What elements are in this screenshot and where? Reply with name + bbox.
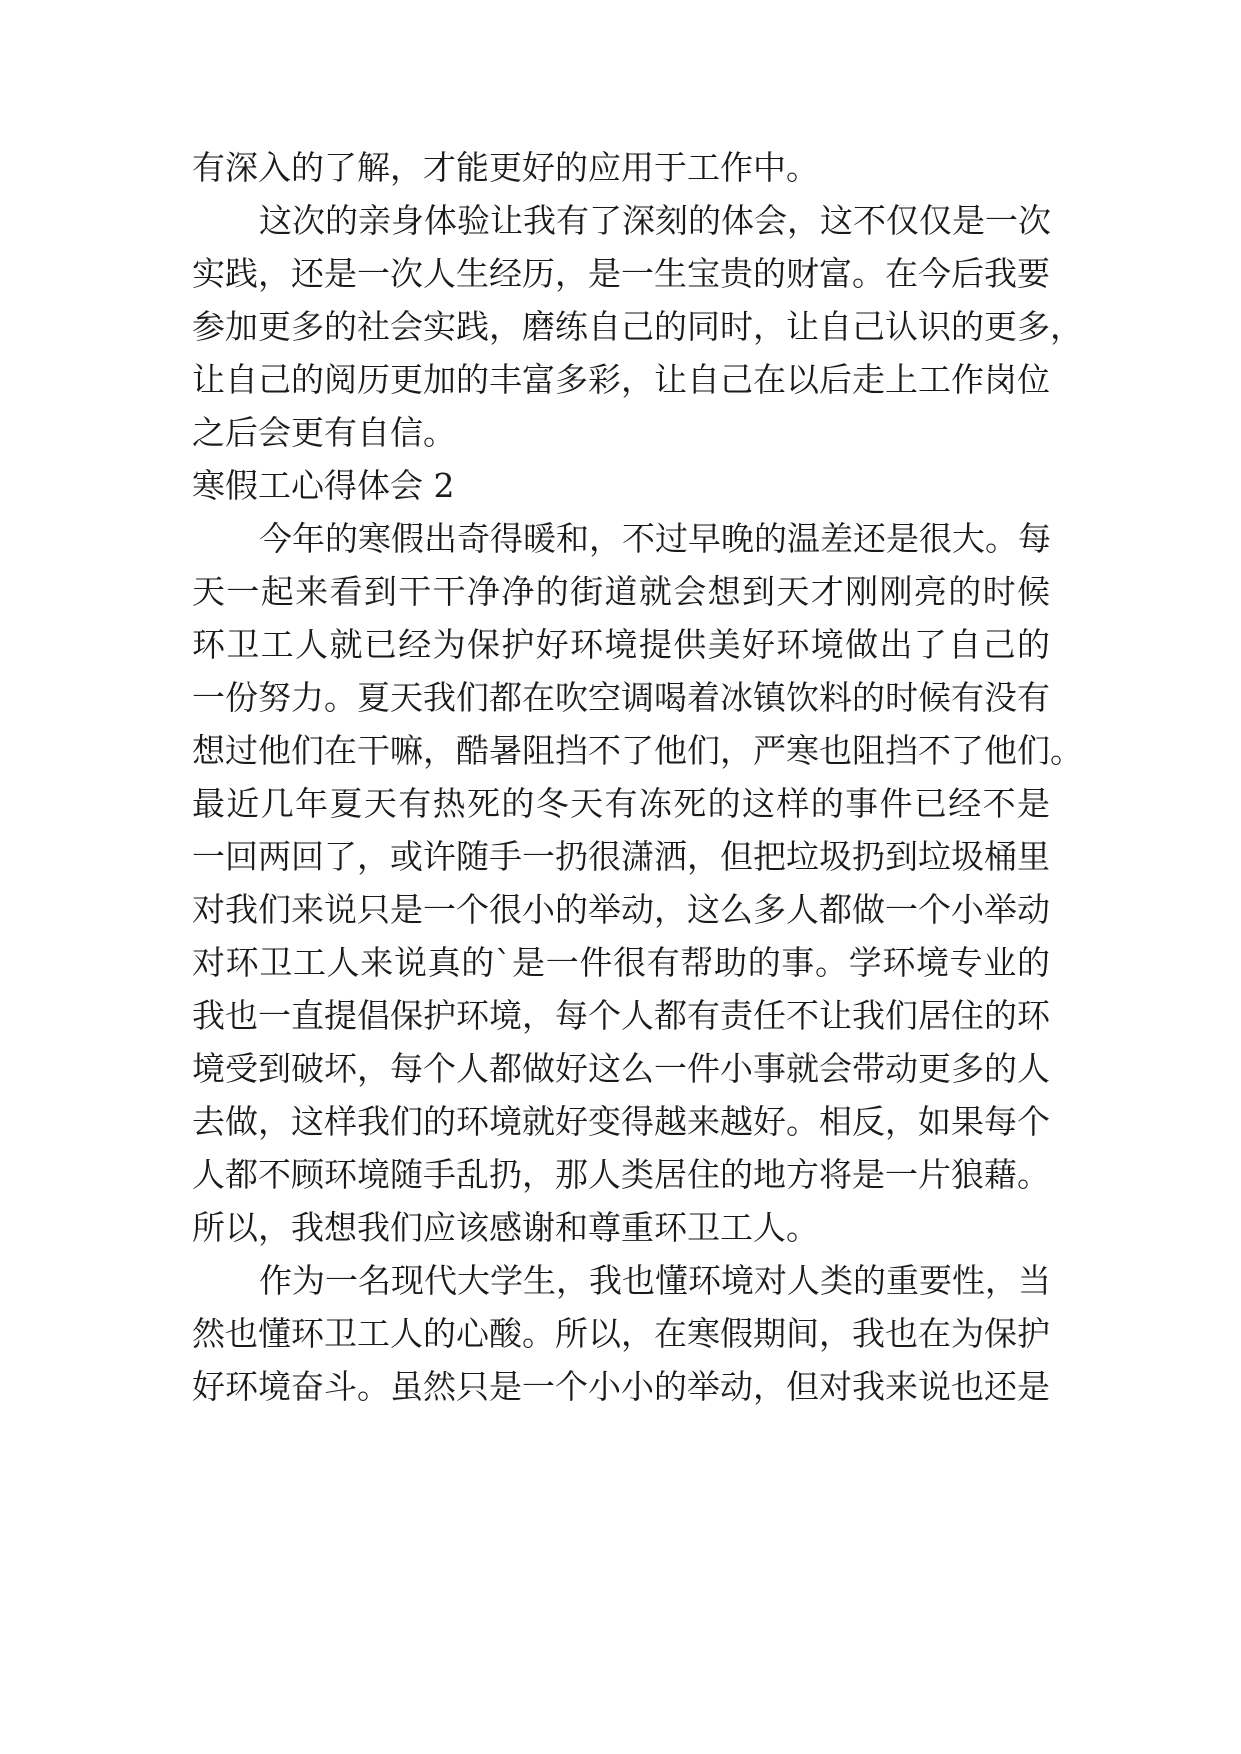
paragraph-line: 参加更多的社会实践，磨练自己的同时，让自己认识的更多， <box>192 307 1083 346</box>
paragraph-line: 人都不顾环境随手乱扔，那人类居住的地方将是一片狼藉。 <box>192 1155 1050 1194</box>
paragraph-line: 然也懂环卫工人的心酸。所以，在寒假期间，我也在为保护 <box>192 1314 1050 1353</box>
paragraph-line: 想过他们在干嘛，酷暑阻挡不了他们，严寒也阻挡不了他们。 <box>192 731 1083 770</box>
paragraph-first-line: 作为一名现代大学生，我也懂环境对人类的重要性，当 <box>259 1261 1051 1300</box>
paragraph-first-line: 这次的亲身体验让我有了深刻的体会，这不仅仅是一次 <box>259 201 1051 240</box>
paragraph-line: 境受到破坏，每个人都做好这么一件小事就会带动更多的人 <box>192 1049 1050 1088</box>
paragraph-line: 一份努力。夏天我们都在吹空调喝着冰镇饮料的时候有没有 <box>192 678 1050 717</box>
paragraph-first-line: 今年的寒假出奇得暖和，不过早晚的温差还是很大。每 <box>259 519 1051 558</box>
paragraph-line: 对环卫工人来说真的`是一件很有帮助的事。学环境专业的 <box>192 943 1050 982</box>
paragraph-line: 对我们来说只是一个很小的举动，这么多人都做一个小举动 <box>192 890 1050 929</box>
paragraph-line: 一回两回了，或许随手一扔很潇洒，但把垃圾扔到垃圾桶里 <box>192 837 1050 876</box>
paragraph-line: 所以，我想我们应该感谢和尊重环卫工人。 <box>192 1208 819 1247</box>
paragraph-line: 去做，这样我们的环境就好变得越来越好。相反，如果每个 <box>192 1102 1050 1141</box>
paragraph-line: 我也一直提倡保护环境，每个人都有责任不让我们居住的环 <box>192 996 1050 1035</box>
paragraph-line: 天一起来看到干干净净的街道就会想到天才刚刚亮的时候 <box>192 572 1050 611</box>
paragraph-line: 之后会更有自信。 <box>192 413 456 452</box>
paragraph-line: 好环境奋斗。虽然只是一个小小的举动，但对我来说也还是 <box>192 1367 1050 1406</box>
paragraph-line: 最近几年夏天有热死的冬天有冻死的这样的事件已经不是 <box>192 784 1050 823</box>
section-heading: 寒假工心得体会 2 <box>192 466 455 505</box>
paragraph-line: 实践，还是一次人生经历，是一生宝贵的财富。在今后我要 <box>192 254 1050 293</box>
paragraph-line: 环卫工人就已经为保护好环境提供美好环境做出了自己的 <box>192 625 1050 664</box>
paragraph-line: 让自己的阅历更加的丰富多彩，让自己在以后走上工作岗位 <box>192 360 1050 399</box>
paragraph-line: 有深入的了解，才能更好的应用于工作中。 <box>192 148 819 187</box>
